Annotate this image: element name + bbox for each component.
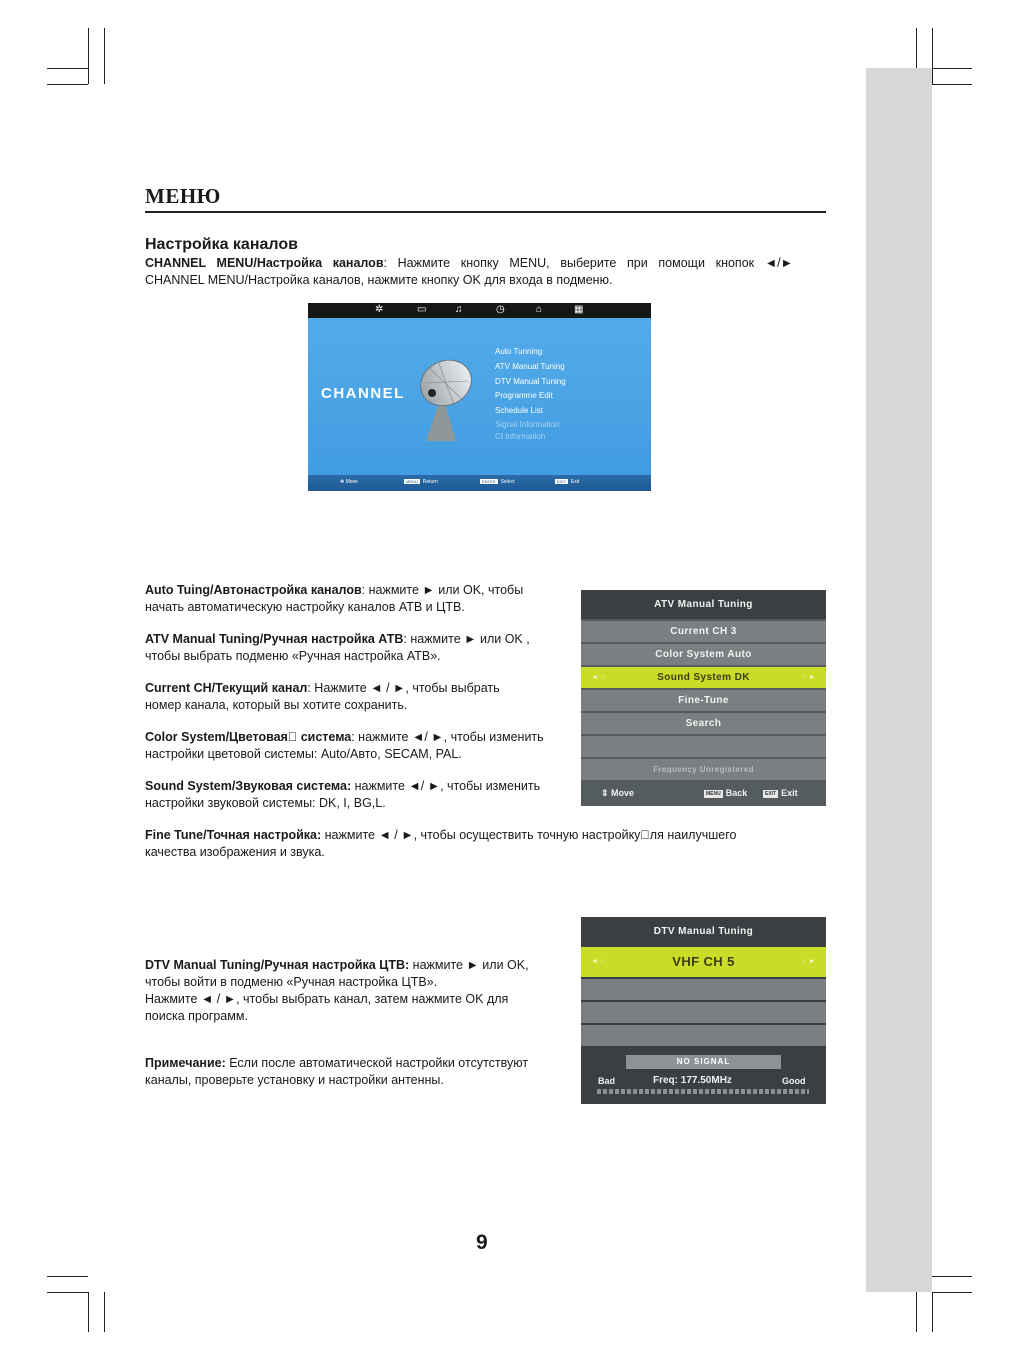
channel-menu-screen: [308, 303, 651, 491]
color-system-description: Color System/Цветовая  система: нажмите ◄/ ►, чтобы изменить настройки цветовой системы: Auto/Авто, SECAM, PAL.: [145, 730, 544, 761]
crop-mark: [932, 84, 972, 85]
picture-menu-icon: ✲: [375, 304, 384, 315]
crop-mark: [47, 84, 88, 85]
right-arrow-icon: ○ ►: [801, 958, 816, 965]
menu-top-bar: [308, 303, 651, 318]
menu-item-dtv-manual-tuning[interactable]: DTV Manual Tuning: [495, 376, 566, 386]
crop-mark: [104, 1292, 105, 1332]
current-ch-row[interactable]: Current CH 3: [581, 621, 826, 642]
auto-tuning-description: Auto Tuing/Автонастройка каналов: нажмите ► или OK, чтобы начать автоматическую настройку каналов АТВ и ЦТВ.: [145, 583, 524, 614]
sound-menu-icon: ♫: [455, 304, 463, 315]
empty-row: [581, 979, 826, 1000]
page-number: 9: [476, 1231, 488, 1254]
crop-mark: [47, 1292, 88, 1293]
sound-system-description: Sound System/Звуковая система: нажмите ◄/ ►, чтобы изменить настройки звуковой системы: DK, I, BG,L.: [145, 779, 541, 810]
exit-hint: EXIT Exit: [765, 788, 798, 798]
right-arrow-icon: ○ ►: [801, 674, 816, 681]
setup-menu-icon: ▦: [574, 304, 584, 315]
satellite-dish-icon: [408, 353, 478, 443]
menu-item-schedule-list[interactable]: Schedule List: [495, 406, 544, 416]
crop-mark: [47, 1276, 88, 1277]
tv-menu-icon: ▭: [417, 304, 427, 315]
crop-mark: [932, 1276, 972, 1277]
signal-strength-bar: [597, 1089, 809, 1094]
back-hint: MENU Back: [706, 788, 748, 798]
good-label: Good: [782, 1076, 806, 1086]
bad-label: Bad: [598, 1076, 616, 1086]
lock-menu-icon: ⌂: [536, 304, 543, 315]
move-hint: ✥ Move: [340, 479, 358, 485]
channel-label: CHANNEL: [321, 385, 405, 402]
color-system-row[interactable]: Color System Auto: [581, 644, 826, 665]
frequency-row: Frequency Unregistered: [581, 759, 826, 780]
sound-system-row[interactable]: ◄ ○ Sound System DK ○ ►: [581, 667, 826, 688]
crop-mark: [104, 28, 105, 84]
atv-manual-tuning-screen: [581, 590, 826, 806]
empty-row: [581, 1002, 826, 1023]
side-tab-strip: [866, 68, 932, 1292]
menu-bottom-bar: [308, 475, 651, 491]
menu-item-auto-tuning[interactable]: Auto Tunning: [495, 347, 543, 356]
empty-row: [581, 736, 826, 757]
crop-mark: [47, 68, 88, 69]
atv-manual-tuning-description: ATV Manual Tuning/Ручная настройка АТВ: нажмите ► или OK , чтобы выбрать подменю «Ручная настройка АТВ».: [145, 632, 530, 663]
current-ch-description: Current CH/Текущий канал: Нажмите ◄ / ►, чтобы выбрать номер канала, который вы хотите сохранить.: [145, 681, 500, 712]
crop-mark: [88, 1292, 89, 1332]
dtv-screen-title: DTV Manual Tuning: [581, 917, 826, 946]
title-divider: [145, 211, 826, 213]
time-menu-icon: ◷: [496, 304, 505, 315]
crop-mark: [916, 1292, 917, 1332]
crop-mark: [932, 28, 933, 84]
return-hint: MENU Return: [406, 479, 438, 485]
crop-mark: [88, 28, 89, 84]
intro-text: CHANNEL MENU/Настройка каналов: Нажмите кнопку MENU, выберите при помощи кнопок ◄/► CHANNEL MENU/Настройка каналов, нажмите кнопку OK для входа в подменю.: [145, 256, 793, 287]
menu-item-signal-information: Signal Information: [495, 419, 560, 429]
channel-select-row[interactable]: ◄ ○ VHF CH 5 ○ ►: [581, 947, 826, 977]
note-description: Примечание: Если после автоматической настройки отсутствуют каналы, проверьте установку и настройки антенны.: [145, 1056, 529, 1087]
frequency-readout: Freq: 177.50MHz: [653, 1075, 732, 1086]
dtv-manual-tuning-description: DTV Manual Tuning/Ручная настройка ЦТВ: нажмите ► или OK, чтобы войти в подменю «Ручная настройка ЦТВ». Нажмите ◄ / ►, чтобы выбрать канал, затем нажмите OK для поиска программ.: [145, 958, 529, 1023]
section-title: Настройка каналов: [145, 236, 298, 253]
page-title: МЕНЮ: [145, 184, 221, 208]
empty-row: [581, 1025, 826, 1046]
move-hint: ⇕ Move: [601, 788, 635, 798]
menu-item-programme-edit[interactable]: Programme Edit: [495, 391, 553, 401]
crop-mark: [932, 1292, 972, 1293]
fine-tune-row[interactable]: Fine-Tune: [581, 690, 826, 711]
fine-tune-description: Fine Tune/Точная настройка: нажмите ◄ / ►, чтобы осуществить точную настройку ля наилучшего качества изображения и звука.: [145, 828, 737, 859]
menu-item-atv-manual-tuning[interactable]: ATV Manual Tuning: [495, 361, 565, 371]
left-arrow-icon: ◄ ○: [591, 674, 606, 681]
menu-item-ci-information: CI Information: [495, 431, 546, 441]
dtv-manual-tuning-screen: [581, 917, 826, 1104]
crop-mark: [932, 1292, 933, 1332]
atv-screen-title: ATV Manual Tuning: [581, 590, 826, 619]
channel-menu-list: [495, 345, 566, 443]
select-hint: ENTER Select: [482, 479, 515, 485]
crop-mark: [932, 68, 972, 69]
signal-status-badge: NO SIGNAL: [626, 1055, 781, 1069]
left-arrow-icon: ◄ ○: [591, 958, 606, 965]
search-row[interactable]: Search: [581, 713, 826, 734]
exit-hint: EXIT Exit: [557, 479, 580, 485]
